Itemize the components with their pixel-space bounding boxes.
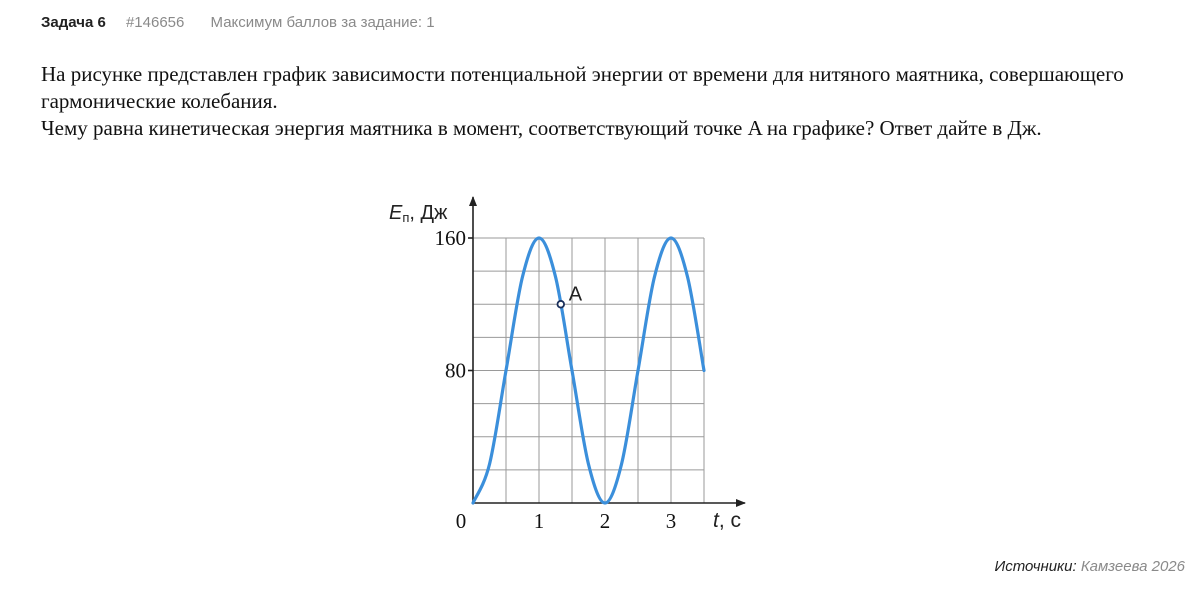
question-line-2: Чему равна кинетическая энергия маятника в момент, соответствующий точке A на графике? Ответ дайте в Дж. xyxy=(41,116,1042,140)
task-title: Задача 6 xyxy=(41,14,106,31)
source-label: Источники: xyxy=(994,558,1077,575)
max-score: Максимум баллов за задание: 1 xyxy=(210,14,435,31)
y-axis-label: Eп, Дж xyxy=(389,202,448,225)
x-axis-label: t, с xyxy=(713,509,742,532)
axis-labels xyxy=(389,202,741,533)
source-link[interactable]: Камзеева 2026 xyxy=(1080,558,1185,575)
x-tick-label: 3 xyxy=(665,509,677,533)
x-tick-label: 2 xyxy=(599,509,611,533)
point-a-marker xyxy=(557,301,564,308)
task-id[interactable]: #146656 xyxy=(125,14,185,31)
y-tick-label: 80 xyxy=(445,358,466,383)
origin-label: 0 xyxy=(455,509,467,533)
point-a-label: A xyxy=(568,283,583,306)
point-a xyxy=(557,283,582,307)
source-footer xyxy=(994,558,1185,575)
y-tick-label: 160 xyxy=(434,226,466,250)
question-line-1: На рисунке представлен график зависимости потенциальной энергии от времени для нитяного маятника, совершающего гармонические колебания. xyxy=(41,62,1124,113)
x-tick-label: 1 xyxy=(533,509,545,533)
